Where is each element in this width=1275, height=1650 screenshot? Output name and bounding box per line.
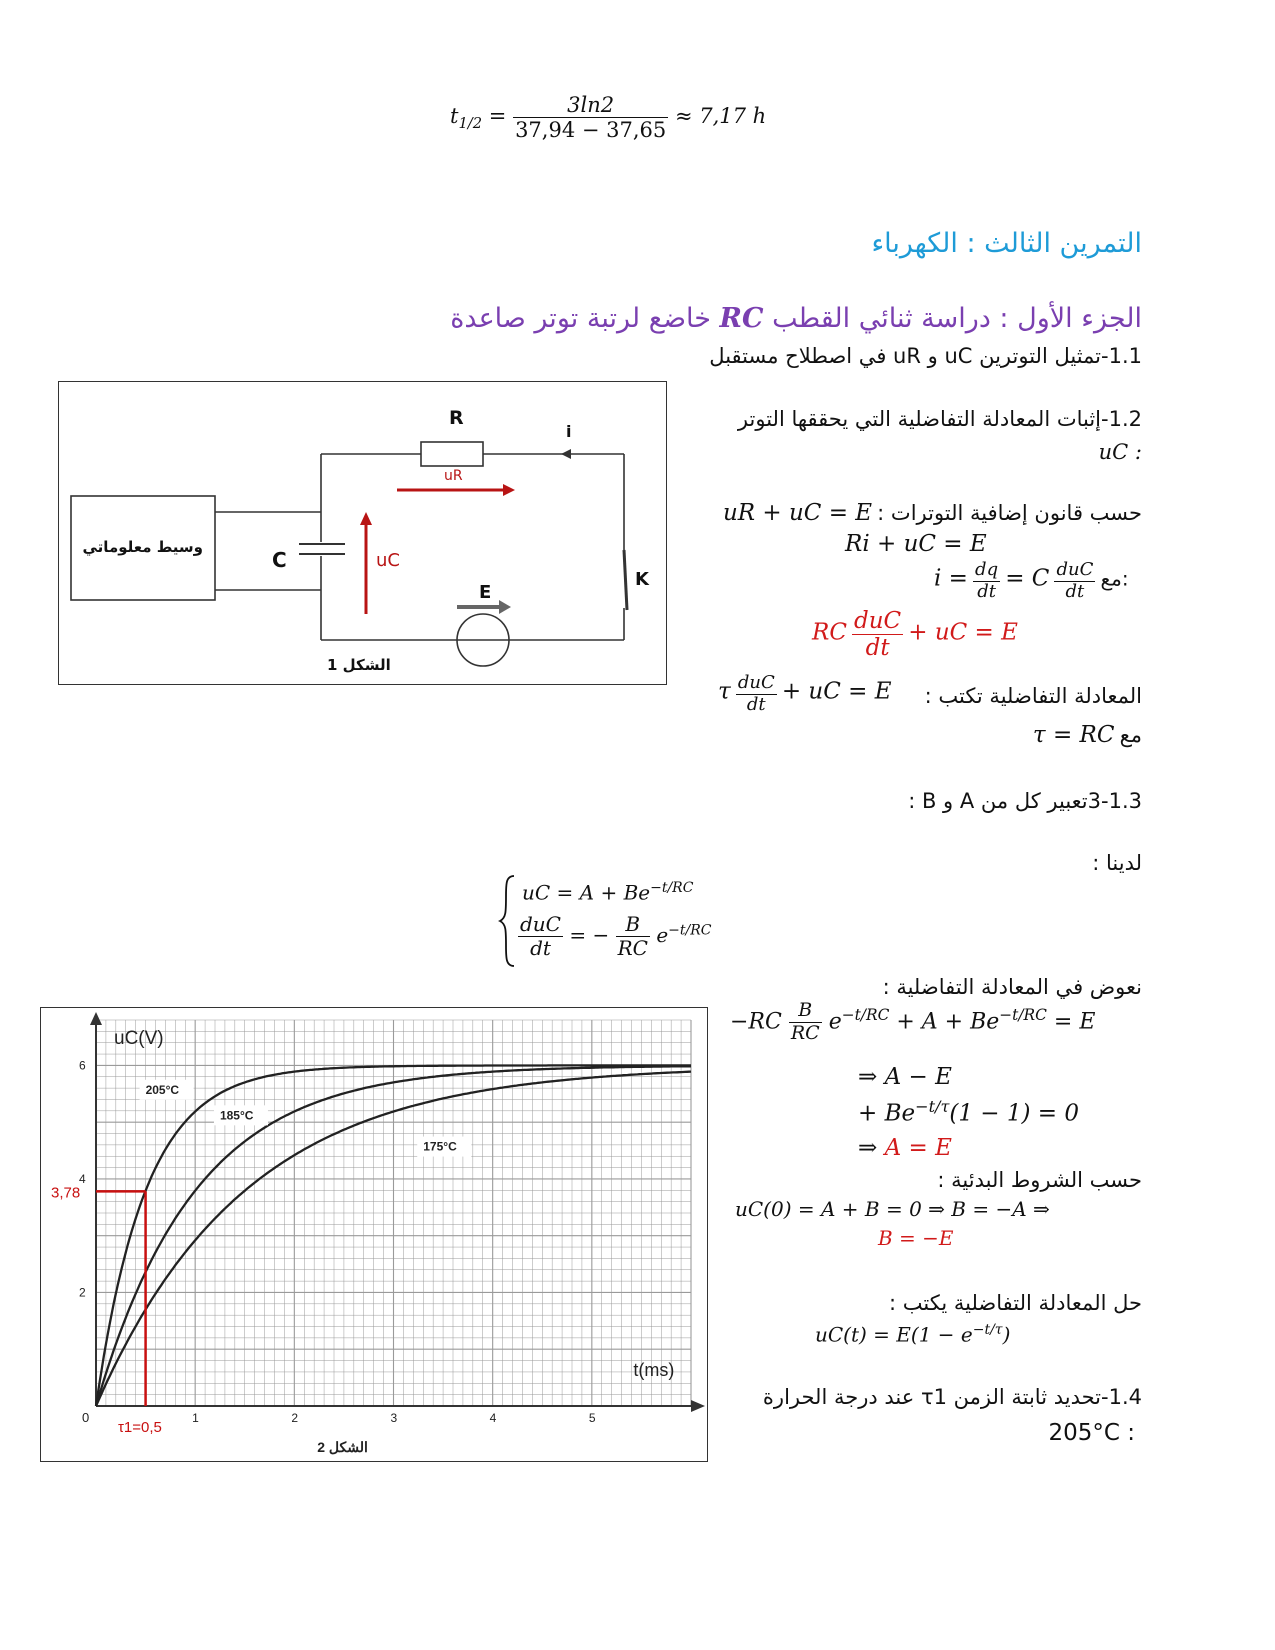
- question-1-4-line1: 1.4-تحديد ثابتة الزمن τ1 عند درجة الحرارة: [762, 1385, 1142, 1409]
- series-label: 205°C: [145, 1082, 180, 1097]
- initial-conditions-label: حسب الشروط البدئية :: [937, 1168, 1142, 1192]
- substitution-line3: + $Be^{-t/\tau}(1 - 1) = 0$: [858, 1097, 1080, 1127]
- figure-2-caption: الشكل 2: [317, 1439, 368, 1455]
- halflife-lhs: $t_{1/2}$: [450, 104, 483, 133]
- system-brace: [498, 874, 518, 972]
- substitution-line1: −RC $\frac{B}{RC}$ $e^{-t/RC} + A + Be^{-t/RC} = E$: [730, 999, 1096, 1044]
- annotation-value-label: 3,78: [51, 1184, 81, 1202]
- label-uC: uC: [376, 550, 400, 571]
- question-1-2-line1: 1.2-إثبات المعادلة التفاضلية التي يحققها التوتر: [737, 407, 1142, 431]
- x-tick-label: 4: [489, 1411, 497, 1425]
- solution-label: حل المعادلة التفاضلية يكتب :: [889, 1291, 1142, 1315]
- tau-line: مع τ = RC: [1032, 722, 1142, 748]
- x-axis-label: t(ms): [633, 1360, 675, 1380]
- y-tick-label: 2: [79, 1285, 86, 1300]
- question-1-2-line2: : uC: [1098, 440, 1142, 464]
- x-tick-label: 0: [82, 1410, 90, 1425]
- label-R: R: [449, 407, 464, 429]
- substitution-line4: ⇒ A = E: [858, 1135, 952, 1161]
- y-axis-arrow-icon: [90, 1012, 102, 1025]
- initial-conditions-eq: uC(0) = A + B = 0 ⇒ B = −A ⇒: [735, 1197, 1050, 1221]
- substitution-line2: ⇒ A − E: [858, 1064, 952, 1090]
- y-tick-label: 4: [79, 1171, 86, 1186]
- halflife-fraction: $\frac{3\ln 2}{37,94 - 37,65}$: [515, 93, 667, 143]
- part-title: الجزء الأول : دراسة ثنائي القطب RC خاضع لرتبة توتر صاعدة: [450, 303, 1142, 334]
- figure-1-caption: الشكل 1: [327, 656, 391, 674]
- x-tick-label: 3: [390, 1411, 398, 1425]
- circuit-figure: [58, 381, 667, 685]
- question-1-3: 3-1.3تعبير كل من A و B :: [908, 789, 1142, 813]
- x-tick-label: 5: [588, 1411, 596, 1425]
- ladina-label: لدينا :: [1092, 851, 1142, 875]
- halflife-formula: $t_{1/2}$ = $\frac{3\ln 2}{37,94 - 37,65}$ ≈ 7,17 h: [450, 93, 767, 143]
- eq-ri: Ri + uC = E: [845, 531, 987, 557]
- series-label: 185°C: [219, 1108, 254, 1123]
- system-line2: $\frac{\text{duC}}{dt}$ = − $\frac{B}{RC}$ $e^{-t/RC}$: [520, 912, 712, 960]
- y-axis-label: uC(V): [114, 1028, 164, 1049]
- exercise-title: التمرين الثالث : الكهرباء: [871, 228, 1142, 259]
- question-1-1: 1.1-تمثيل التوترين uC و uR في اصطلاح مستقبل: [709, 344, 1142, 368]
- label-C: C: [272, 548, 287, 572]
- label-E: E: [479, 582, 492, 603]
- solution-eq: $uC(t) = E(1 - e^{-t/\tau})$: [815, 1322, 1011, 1347]
- circuit-diagram: [59, 382, 666, 684]
- x-tick-label: 2: [291, 1411, 299, 1425]
- device-label: وسيط معلوماتي: [82, 538, 203, 556]
- series-label: 175°C: [423, 1139, 457, 1154]
- initial-conditions-result: B = −E: [878, 1226, 954, 1250]
- y-tick-label: 6: [79, 1058, 86, 1073]
- diff-eq-line: τ $\frac{\text{duC}}{dt}$ + uC = E: [718, 672, 892, 715]
- brace-icon: [498, 874, 518, 968]
- label-uR: uR: [444, 468, 463, 484]
- chart-figure: [40, 1007, 708, 1462]
- label-i: i: [566, 422, 572, 441]
- question-1-4-line2: : 205°C: [1048, 1420, 1135, 1446]
- substitute-label: نعوض في المعادلة التفاضلية :: [882, 975, 1142, 999]
- system-line1: uC = $A + Be^{-t/RC}$: [522, 880, 694, 905]
- x-tick-label: 1: [192, 1411, 199, 1425]
- eq-current: i = $\frac{dq}{dt}$ = C $\frac{\text{duC}}{dt}$ مع:: [934, 559, 1129, 602]
- x-axis-arrow-icon: [691, 1400, 705, 1412]
- annotation-tau-label: τ1=0,5: [118, 1419, 162, 1436]
- charging-curves-chart: [41, 1008, 707, 1461]
- label-K: K: [635, 569, 649, 590]
- eq-rc-red: RC $\frac{\text{duC}}{dt}$ + uC = E: [812, 608, 1018, 662]
- diff-eq-label: المعادلة التفاضلية تكتب :: [924, 684, 1142, 708]
- law-line: حسب قانون إضافية التوترات : uR + uC = E: [722, 500, 1142, 526]
